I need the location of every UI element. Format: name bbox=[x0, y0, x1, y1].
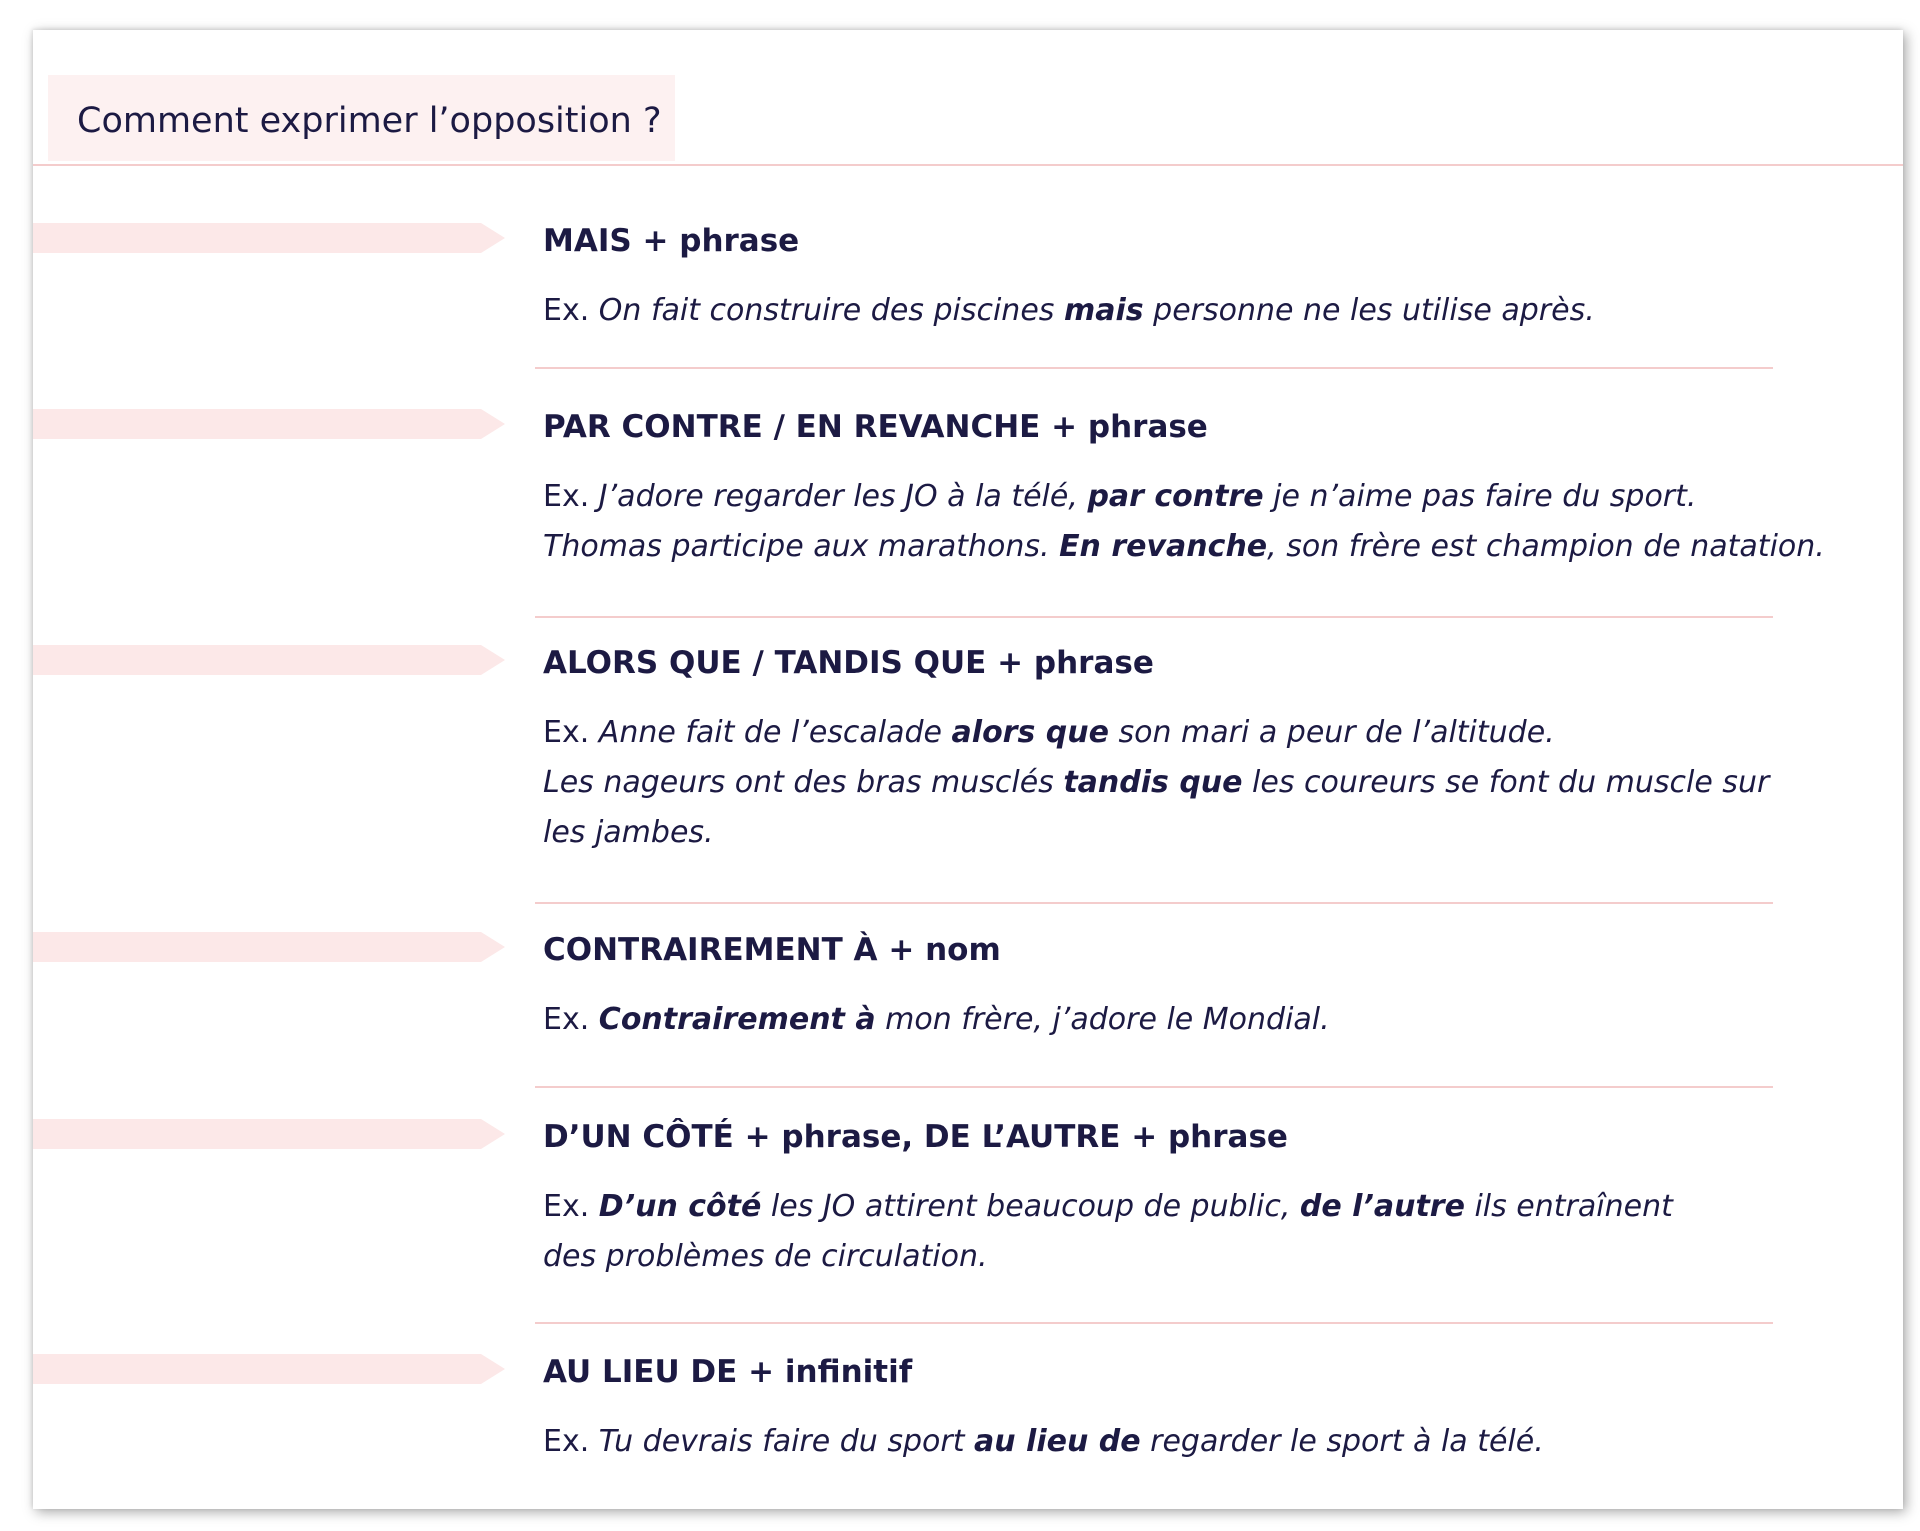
example-keyword: au lieu de bbox=[974, 1424, 1141, 1459]
example-keyword: Contrairement à bbox=[598, 1002, 876, 1037]
example-line bbox=[543, 472, 1696, 522]
section-marker-arrow bbox=[33, 645, 505, 675]
section-divider bbox=[535, 1086, 1773, 1088]
example-keyword: alors que bbox=[951, 715, 1109, 750]
example-segment: ils entraînent bbox=[1464, 1189, 1673, 1224]
example-segment: personne ne les utilise après. bbox=[1143, 293, 1595, 328]
section-divider bbox=[535, 367, 1773, 369]
example-text bbox=[543, 765, 1769, 800]
example-segment: Thomas participe aux marathons. bbox=[543, 529, 1060, 564]
example-segment: On fait construire des piscines bbox=[598, 293, 1064, 328]
example-prefix: Ex. bbox=[543, 293, 590, 328]
example-text bbox=[599, 1189, 1673, 1224]
example-segment: regarder le sport à la télé. bbox=[1140, 1424, 1544, 1459]
example-keyword: par contre bbox=[1087, 479, 1264, 514]
example-keyword: D’un côté bbox=[598, 1189, 762, 1224]
section-heading: D’UN CÔTÉ + phrase, DE L’AUTRE + phrase bbox=[543, 1119, 1288, 1155]
example-line bbox=[543, 995, 1330, 1045]
example-segment: des problèmes de circulation. bbox=[543, 1239, 988, 1274]
example-line bbox=[543, 1417, 1544, 1467]
example-segment: Anne fait de l’escalade bbox=[598, 715, 952, 750]
example-text bbox=[599, 293, 1595, 328]
section-heading: MAIS + phrase bbox=[543, 223, 800, 259]
section-heading: ALORS QUE / TANDIS QUE + phrase bbox=[543, 645, 1154, 681]
section-heading: AU LIEU DE + infinitif bbox=[543, 1354, 913, 1390]
example-text bbox=[543, 1239, 988, 1274]
example-text bbox=[599, 479, 1697, 514]
example-segment: les JO attirent beaucoup de public, bbox=[761, 1189, 1300, 1224]
example-keyword: mais bbox=[1063, 293, 1144, 328]
example-segment: les coureurs se font du muscle sur bbox=[1242, 765, 1770, 800]
example-line bbox=[543, 286, 1595, 336]
example-prefix: Ex. bbox=[543, 715, 590, 750]
section-marker-arrow bbox=[33, 932, 505, 962]
grammar-card bbox=[33, 30, 1903, 1509]
section-marker-arrow bbox=[33, 1119, 505, 1149]
example-line bbox=[543, 808, 714, 858]
example-prefix: Ex. bbox=[543, 1189, 590, 1224]
section-heading: PAR CONTRE / EN REVANCHE + phrase bbox=[543, 409, 1208, 445]
example-segment: Les nageurs ont des bras musclés bbox=[543, 765, 1064, 800]
example-prefix: Ex. bbox=[543, 479, 590, 514]
example-segment: Tu devrais faire du sport bbox=[598, 1424, 974, 1459]
example-segment: je n’aime pas faire du sport. bbox=[1263, 479, 1697, 514]
example-line bbox=[543, 1232, 988, 1282]
example-segment: , son frère est champion de natation. bbox=[1267, 529, 1825, 564]
section-divider bbox=[535, 616, 1773, 618]
example-text bbox=[599, 1002, 1330, 1037]
example-prefix: Ex. bbox=[543, 1424, 590, 1459]
example-text bbox=[599, 1424, 1544, 1459]
example-segment: son mari a peur de l’altitude. bbox=[1108, 715, 1555, 750]
page-title: Comment exprimer l’opposition ? bbox=[77, 101, 662, 141]
example-text bbox=[599, 715, 1555, 750]
section-heading: CONTRAIREMENT À + nom bbox=[543, 932, 1001, 968]
example-segment: mon frère, j’adore le Mondial. bbox=[875, 1002, 1330, 1037]
example-line bbox=[543, 708, 1555, 758]
example-text bbox=[543, 529, 1825, 564]
example-keyword: En revanche bbox=[1059, 529, 1268, 564]
example-segment: J’adore regarder les JO à la télé, bbox=[598, 479, 1088, 514]
section-divider bbox=[535, 902, 1773, 904]
example-segment: les jambes. bbox=[543, 815, 714, 850]
section-marker-arrow bbox=[33, 223, 505, 253]
title-underline bbox=[33, 164, 1903, 166]
example-line bbox=[543, 1182, 1673, 1232]
example-line bbox=[543, 758, 1769, 808]
example-line bbox=[543, 522, 1825, 572]
section-divider bbox=[535, 1322, 1773, 1324]
example-prefix: Ex. bbox=[543, 1002, 590, 1037]
example-keyword: de l’autre bbox=[1299, 1189, 1465, 1224]
example-text bbox=[543, 815, 714, 850]
section-marker-arrow bbox=[33, 409, 505, 439]
title-box bbox=[48, 75, 675, 161]
example-keyword: tandis que bbox=[1063, 765, 1243, 800]
section-marker-arrow bbox=[33, 1354, 505, 1384]
